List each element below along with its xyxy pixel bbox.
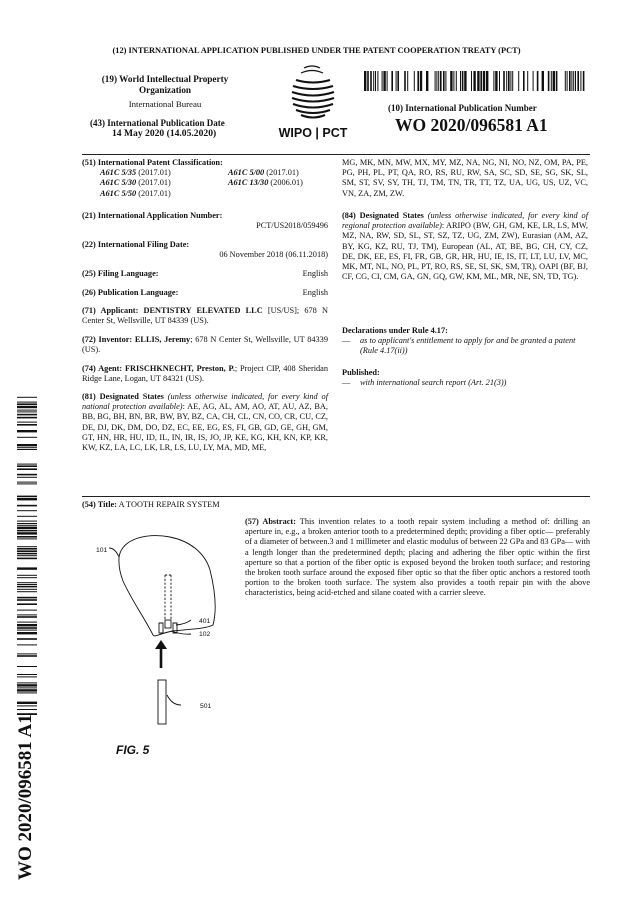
ipc-row [100, 189, 328, 199]
figure-label-501: 501 [200, 703, 212, 710]
figure-label-101: 101 [96, 547, 108, 554]
barcode-bar [443, 71, 445, 91]
ds81-prefix: (81) Designated States [82, 392, 164, 401]
org-line-2: Organization [138, 85, 192, 95]
designated-states-national-continued: MG, MK, MN, MW, MX, MY, MZ, NA, NG, NI, NO, NZ, OM, PA, PE, PG, PH, PL, PT, QA, RO, RS, RU, RW, SA, SC, SD, SE, SG, SK, SL, SM, ST, SV, SY, TH, TJ, TM, TN, TR, TT, TZ, UA, UG, US, UZ, VC, VN, ZA, ZM, ZW. [342, 158, 588, 198]
applicant-prefix: (71) Applicant: [82, 306, 139, 315]
side-publication-number: WO 2020/096581 A1 [15, 714, 36, 880]
barcode-bar [456, 71, 457, 91]
fiber-channel [165, 575, 171, 621]
publication-number: WO 2020/096581 A1 [395, 115, 548, 135]
barcode-bar [553, 71, 555, 91]
barcode-bar [17, 397, 37, 398]
barcode-bar [556, 71, 558, 91]
filing-language-label: (25) Filing Language: [82, 269, 159, 278]
ds84-prefix: (84) Designated States [342, 211, 424, 220]
barcode-bar [486, 71, 488, 91]
barcode-bar [473, 71, 475, 91]
bureau-name: International Bureau [128, 99, 202, 109]
title-divider [82, 496, 590, 497]
ipc-label: (51) International Patent Classification: [82, 158, 223, 167]
barcode-bar [493, 71, 494, 91]
figure-caption: FIG. 5 [116, 743, 150, 757]
patent-figure [85, 515, 245, 765]
barcode-bar [367, 71, 369, 91]
barcode-bar [17, 465, 37, 467]
ipc-version: (2006.01) [270, 178, 303, 188]
title-text: A TOOTH REPAIR SYSTEM [118, 500, 220, 509]
barcode-bar [464, 71, 466, 91]
filing-language-section [82, 269, 328, 279]
barcode-bar [373, 71, 374, 91]
barcode-bar [420, 71, 422, 91]
filing-date: 06 November 2018 (06.11.2018) [219, 250, 328, 260]
barcode-bar [508, 71, 510, 91]
barcode-bar [364, 71, 366, 91]
applicant-section [82, 306, 328, 326]
publication-language: English [302, 288, 328, 297]
wipo-logo-text: WIPO | PCT [278, 126, 348, 140]
barcode-bar [569, 71, 571, 91]
publication-language-section [82, 288, 328, 298]
declarations-section [342, 326, 588, 357]
agent-section [82, 364, 328, 384]
barcode-bar [426, 71, 428, 91]
barcode-bar [17, 447, 37, 448]
barcode-top [364, 71, 589, 91]
inventor-details: ; 678 N Center St, Wellsville, UT 84339 (US). [82, 335, 328, 355]
barcode-bar [477, 71, 479, 91]
barcode-bar [577, 71, 579, 91]
applicant-name: DENTISTRY ELEVATED LLC [143, 306, 263, 315]
barcode-bar [503, 71, 505, 91]
barcode-bar [17, 430, 37, 432]
barcode-bar [397, 71, 399, 91]
organization-name [90, 74, 240, 96]
ds81-list: : AE, AG, AL, AM, AO, AT, AU, AZ, BA, BB, BG, BH, BN, BR, BW, BY, BZ, CA, CH, CL, CN, CO, CR, CU, CZ, DE, DJ, DK, DM, DO, DZ, EC, EE, EG, ES, FI, GB, GD, GE, GH, GM, GT, HN, HR, HU, ID, IL, IN, IR, IS, JO, JP, KE, KG, KH, KN, KP, KR, KW, KZ, LA, LC, LK, LR, LS, LU, LY, MA, MD, ME, [82, 402, 328, 453]
barcode-bar [450, 71, 452, 91]
publication-date: 14 May 2020 (14.05.2020) [112, 128, 217, 139]
barcode-bar [518, 71, 519, 91]
barcode-bar [17, 424, 37, 426]
barcode-bar [17, 406, 37, 408]
wipo-logo [268, 60, 358, 140]
inventor-name: ELLIS, Jeremy [134, 335, 191, 344]
barcode-bar [542, 71, 544, 91]
barcode-bar [462, 71, 464, 91]
filing-date-label: (22) International Filing Date: [82, 240, 190, 249]
barcode-bar [453, 71, 454, 91]
barcode-bar [17, 477, 37, 478]
barcode-bar [471, 71, 472, 91]
barcode-bar [533, 71, 534, 91]
figure-label-401: 401 [199, 618, 211, 625]
barcode-bar [575, 71, 576, 91]
title-section [82, 500, 220, 510]
barcode-bar [17, 464, 37, 465]
ipc-code: A61C 13/30 [228, 178, 269, 188]
barcode-bar [17, 505, 37, 507]
header-divider [82, 154, 590, 155]
barcode-bar [571, 71, 572, 91]
designated-states-national [82, 392, 328, 453]
ipc-code: A61C 5/35 [100, 168, 137, 178]
barcode-bar [527, 71, 528, 91]
application-number-label: (21) International Application Number: [82, 211, 223, 220]
document-header-title: (12) INTERNATIONAL APPLICATION PUBLISHED UNDER THE PATENT COOPERATION TREATY (PCT) [112, 46, 521, 55]
barcode-bar [17, 411, 37, 412]
applicant-details: [US/US]; 678 N Center St, Wellsville, UT 84339 (US). [82, 306, 328, 326]
agent-details: ; Project CIP, 408 Sheridan Ridge Lane, Logan, UT 84321 (US). [82, 364, 328, 384]
barcode-bar [567, 71, 568, 91]
barcode-bar [17, 410, 37, 411]
barcode-bar [375, 71, 376, 91]
barcode-bar [580, 71, 581, 91]
barcode-bar [382, 71, 383, 91]
ipc-code: A61C 5/50 [100, 188, 137, 198]
barcode-bar [370, 71, 372, 91]
barcode-bar [506, 71, 507, 91]
ipc-version: (2017.01) [266, 168, 299, 178]
barcode-bar [436, 71, 437, 91]
published-heading: Published: [342, 368, 380, 377]
application-number-section [82, 211, 328, 231]
barcode-bar [17, 482, 37, 483]
publication-date-label: (43) International Publication Date [90, 118, 225, 128]
abstract-section [245, 517, 590, 599]
barcode-bar [483, 71, 485, 91]
barcode-bar [391, 71, 393, 91]
barcode-bar [17, 483, 37, 484]
inventor-prefix: (72) Inventor: [82, 335, 133, 344]
barcode-bar [510, 71, 511, 91]
barcode-bar [17, 449, 37, 450]
agent-prefix: (74) Agent: [82, 364, 123, 373]
abstract-text: This invention relates to a tooth repair system including a method of: drilling an aperture in, e.g., a broken anterior tooth to a predetermined depth; providing a fiber optic— preferably of a diameter of between.3 and 1 millimeter and elastic modulus of between 22 GPa and 83 GPa— with a length longer than the predetermined depth; placing and adhering the fiber optic within the first aperture so that a portion of the fiber optic is exposed beyond the broken tooth surface; and restoring the broken tooth surface around the exposed fiber optic so that the fiber optic anchors a restored tooth portion to the broken tooth surface. The system also provides a tooth repair pin with the above characteristics, being acid-etched and silane coated with a carrier sleeve. [245, 517, 590, 598]
barcode-bar [383, 71, 385, 91]
barcode-bar [17, 422, 37, 423]
declaration-text: as to applicant's entitlement to apply for and be granted a patent (Rule 4.17(ii)) [360, 336, 576, 356]
ipc-code: A61C 5/30 [100, 178, 137, 188]
inventor-section [82, 335, 328, 355]
barcode-bar [551, 71, 552, 91]
barcode-bar [537, 71, 539, 91]
figure-label-102: 102 [199, 631, 211, 638]
ds81-note: (unless otherwise indicated, for every kind of national protection available) [82, 392, 329, 412]
agent-name: FRISCHKNECHT, Preston, P. [124, 364, 235, 373]
ipc-version: (2017.01) [138, 188, 171, 198]
barcode-bar [387, 71, 388, 91]
barcode-bar [17, 414, 37, 416]
barcode-bar [499, 71, 500, 91]
filing-date-section [82, 240, 328, 260]
ds84-note: (unless otherwise indicated, for every kind of regional protection available) [342, 211, 589, 231]
barcode-bar [573, 71, 574, 91]
ipc-version: (2017.01) [138, 168, 171, 178]
ipc-code: A61C 5/00 [228, 168, 265, 178]
barcode-bar [17, 402, 37, 403]
application-number: PCT/US2018/059496 [256, 221, 328, 231]
barcode-bar [17, 496, 37, 498]
barcode-bar [17, 444, 37, 446]
barcode-bar [512, 71, 513, 91]
barcode-bar [417, 71, 419, 91]
publication-language-label: (26) Publication Language: [82, 288, 179, 297]
barcode-bar [460, 71, 461, 91]
barcode-bar [17, 468, 37, 470]
fiber-pin [165, 620, 171, 628]
pin-501 [158, 680, 166, 724]
barcode-bar [17, 403, 37, 405]
designated-states-regional [342, 211, 588, 282]
barcode-bar [523, 71, 525, 91]
barcode-bar [548, 71, 550, 91]
barcode-bar [17, 437, 37, 438]
abstract-prefix: (57) Abstract: [245, 517, 296, 526]
barcode-bar [583, 71, 585, 91]
barcode-bar [440, 71, 442, 91]
barcode-bar [17, 498, 37, 500]
barcode-bar [17, 474, 37, 476]
barcode-bar [404, 71, 406, 91]
barcode-bar [495, 71, 497, 91]
dash-bullet: — [342, 336, 351, 346]
barcode-bar [435, 71, 436, 91]
title-prefix: (54) Title: [82, 500, 117, 509]
barcode-bar [414, 71, 415, 91]
publication-number-label: (10) International Publication Number [388, 103, 537, 113]
barcode-bar [480, 71, 482, 91]
barcode-bar [565, 71, 566, 91]
declarations-heading: Declarations under Rule 4.17: [342, 326, 448, 335]
barcode-bar [377, 71, 378, 91]
barcode-bar [407, 71, 408, 91]
ipc-row [100, 178, 328, 188]
ipc-section [82, 158, 328, 199]
filing-language: English [302, 269, 328, 278]
published-section [342, 368, 588, 388]
ipc-row [100, 168, 328, 178]
dash-bullet: — [342, 378, 351, 388]
published-text: with international search report (Art. 21(3)) [360, 378, 507, 388]
barcode-bar [438, 71, 439, 91]
ds84-list: : ARIPO (BW, GH, GM, KE, LR, LS, MW, MZ, NA, RW, SD, SL, ST, SZ, TZ, UG, ZM, ZW), Eurasian (AM, AZ, BY, KG, KZ, RU, TJ, TM), European (AL, AT, BE, BG, CH, CY, CZ, DE, DK, EE, ES, FI, FR, GB, GR, HR, HU, IE, IS, IT, LT, LU, LV, MC, MK, MT, NL, NO, PL, PT, RO, RS, SE, SI, SK, SM, TR), OAPI (BF, BJ, CF, CG, CI, CM, GA, GN, GQ, GW, KM, ML, MR, NE, SN, TD, TG). [342, 221, 588, 282]
barcode-bar [445, 71, 446, 91]
barcode-bar [396, 71, 397, 91]
ipc-version: (2017.01) [138, 178, 171, 188]
barcode-bar [17, 417, 37, 419]
org-line-1: (19) World Intellectual Property [101, 74, 229, 84]
